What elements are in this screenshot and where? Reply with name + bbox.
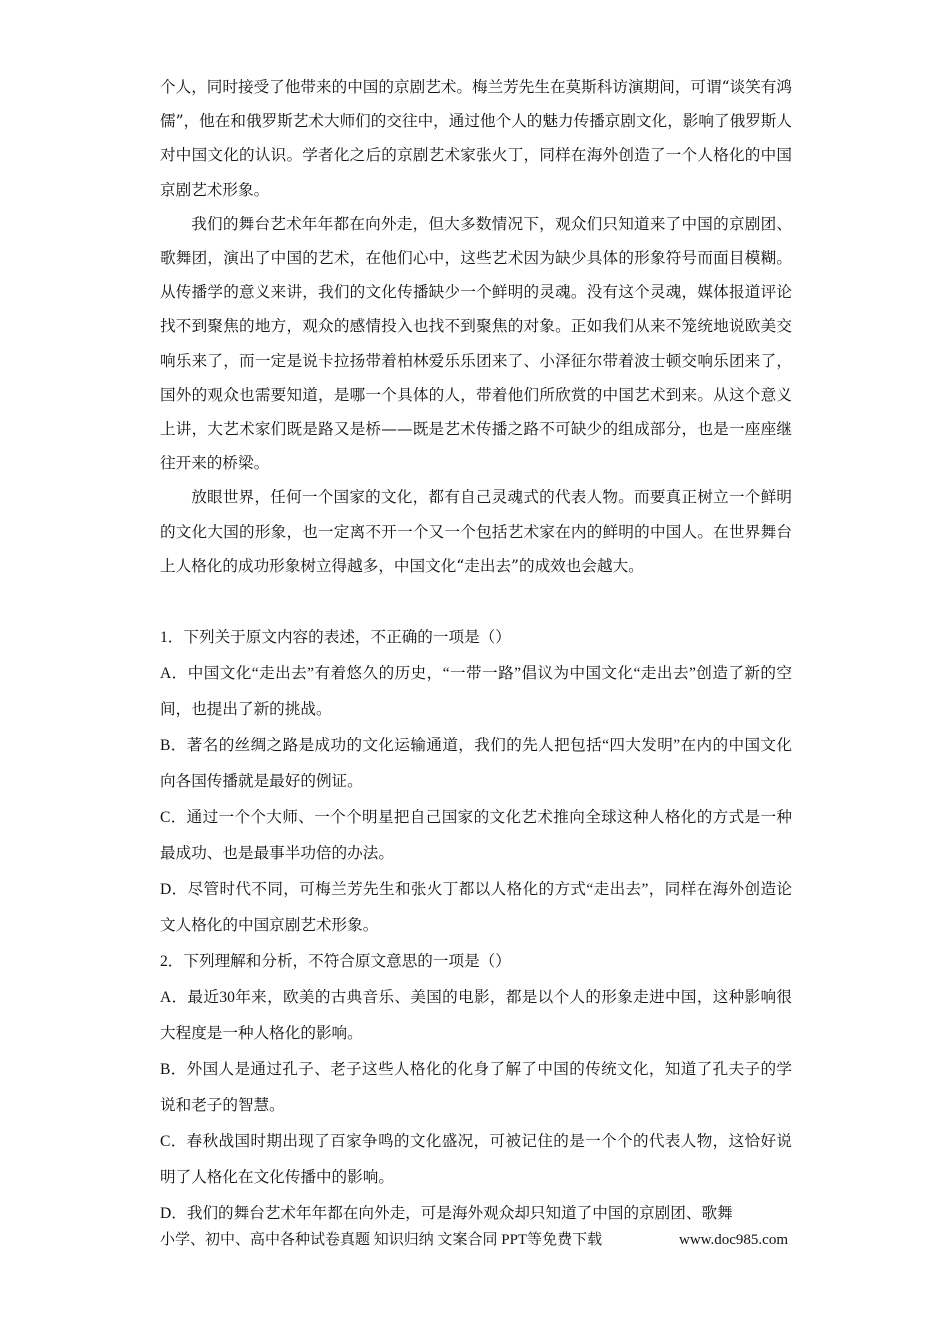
answer-option: D．尽管时代不同，可梅兰芳先生和张火丁都以人格化的方式“走出去”，同样在海外创造论文人格化的中国京剧艺术形象。 bbox=[160, 881, 792, 934]
answer-option: D．我们的舞台艺术年年都在向外走，可是海外观众却只知道了中国的京剧团、歌舞 bbox=[160, 1205, 733, 1222]
reading-passage bbox=[160, 70, 792, 583]
passage-paragraph: 放眼世界，任何一个国家的文化，都有自己灵魂式的代表人物。而要真正树立一个鲜明的文化大国的形象，也一定离不开一个又一个包括艺术家在内的鲜明的中国人。在世界舞台上人格化的成功形象树立得越多，中国文化“走出去”的成效也会越大。 bbox=[160, 488, 792, 575]
question-stem: 1．下列关于原文内容的表述，不正确的一项是（） bbox=[160, 629, 511, 646]
passage-paragraph: 个人，同时接受了他带来的中国的京剧艺术。梅兰芳先生在莫斯科访演期间，可谓“谈笑有鸿儒”，他在和俄罗斯艺术大师们的交往中，通过他个人的魅力传播京剧文化，影响了俄罗斯人对中国文化的认识。学者化之后的京剧艺术家张火丁，同样在海外创造了一个人格化的中国京剧艺术形象。 bbox=[160, 78, 792, 199]
answer-option: A．最近30年来，欧美的古典音乐、美国的电影，都是以个人的形象走进中国，这种影响很大程度是一种人格化的影响。 bbox=[160, 989, 792, 1042]
answer-option: A．中国文化“走出去”有着悠久的历史，“一带一路”倡议为中国文化“走出去”创造了新的空间，也提出了新的挑战。 bbox=[160, 665, 792, 718]
answer-option: B．著名的丝绸之路是成功的文化运输通道，我们的先人把包括“四大发明”在内的中国文化向各国传播就是最好的例证。 bbox=[160, 737, 792, 790]
question-stem: 2．下列理解和分析，不符合原文意思的一项是（） bbox=[160, 953, 511, 970]
passage-paragraph: 我们的舞台艺术年年都在向外走，但大多数情况下，观众们只知道来了中国的京剧团、歌舞团，演出了中国的艺术，在他们心中，这些艺术因为缺少具体的形象符号而面目模糊。从传播学的意义来讲，我们的文化传播缺少一个鲜明的灵魂。没有这个灵魂，媒体报道评论找不到聚焦的地方，观众的感情投入也找不到聚焦的对象。正如我们从来不笼统地说欧美交响乐来了，而一定是说卡拉扬带着柏林爱乐乐团来了、小泽征尔带着波士顿交响乐团来了，国外的观众也需要知道，是哪一个具体的人，带着他们所欣赏的中国艺术到来。从这个意义上讲，大艺术家们既是路又是桥——既是艺术传播之路不可缺少的组成部分，也是一座座继往开来的桥梁。 bbox=[160, 214, 792, 473]
answer-option: C．通过一个个大师、一个个明星把自己国家的文化艺术推向全球这种人格化的方式是一种最成功、也是最事半功倍的办法。 bbox=[160, 809, 792, 862]
answer-option: B．外国人是通过孔子、老子这些人格化的化身了解了中国的传统文化，知道了孔夫子的学说和老子的智慧。 bbox=[160, 1061, 792, 1114]
footer-text: 小学、初中、高中各种试卷真题 知识归纳 文案合同 PPT等免费下载 bbox=[160, 1232, 603, 1248]
footer-website: www.doc985.com bbox=[678, 1232, 788, 1248]
answer-option: C．春秋战国时期出现了百家争鸣的文化盛况，可被记住的是一个个的代表人物，这恰好说明了人格化在文化传播中的影响。 bbox=[160, 1133, 792, 1186]
question-section bbox=[160, 620, 792, 1232]
